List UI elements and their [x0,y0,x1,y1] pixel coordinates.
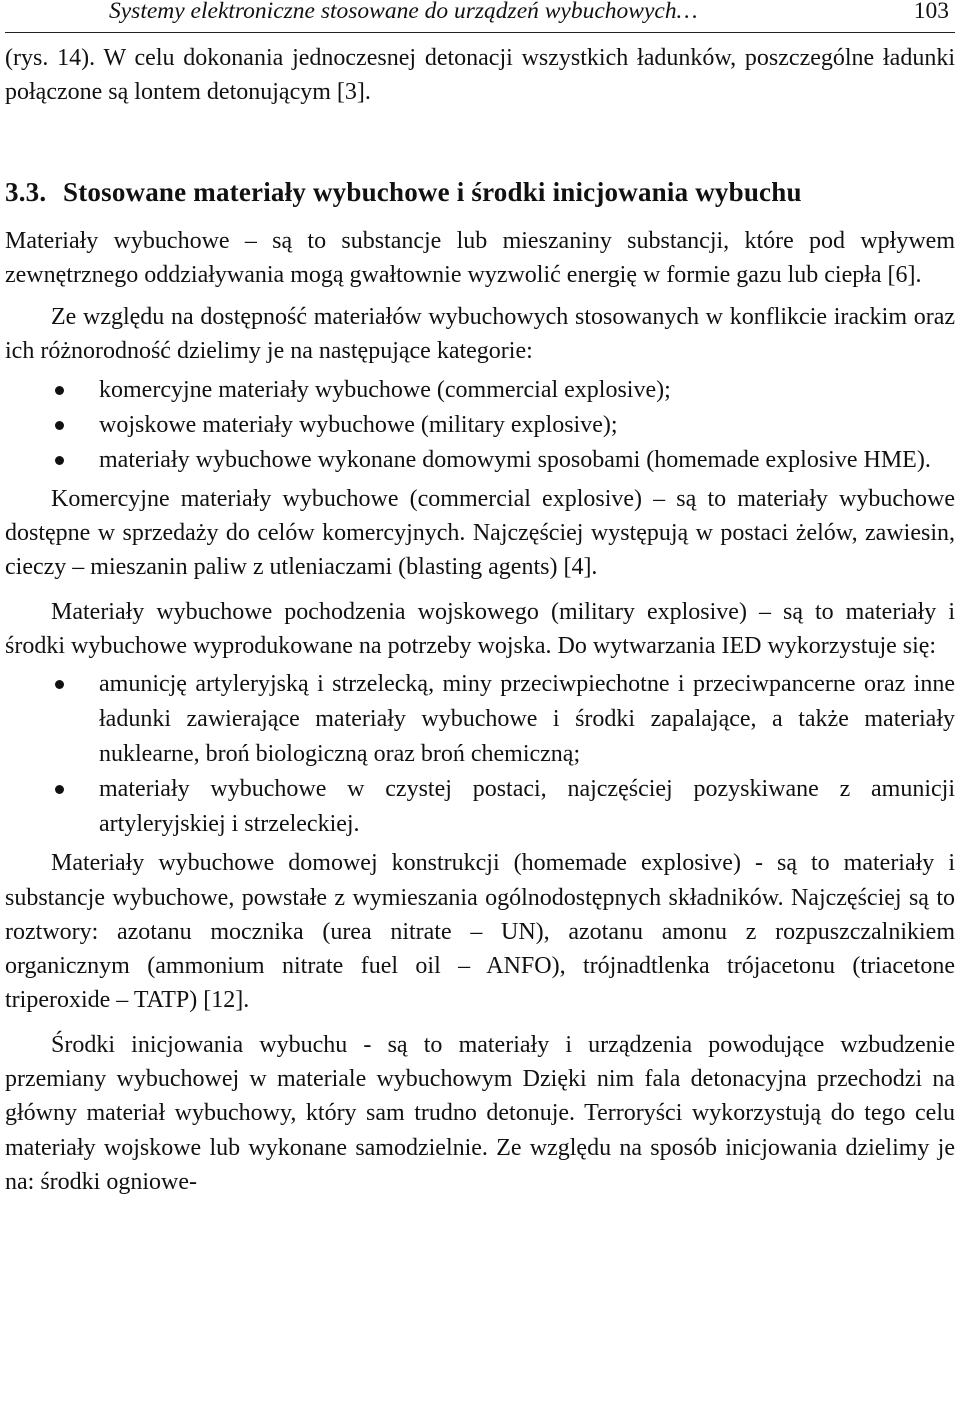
bullet-icon [55,785,64,794]
bullet-icon [55,680,64,689]
paragraph-definition: Materiały wybuchowe – są to substancje lub mieszaniny substancji, które pod wpływem zewnętrznego oddziaływania mogą gwałtownie wyzwolić energię w formie gazu lub ciepła [6]. [5,227,955,288]
list-item [5,667,955,772]
list-item-text: amunicję artyleryjską i strzelecką, miny przeciwpiechotne i przeciwpancerne oraz inne ładunki zawierające materiały wybuchowe i środki zapalające, a także materiały nuklearne, broń biologiczną oraz broń chemiczną; [99,671,955,768]
list-item [5,408,955,443]
paragraph-categories-intro: Ze względu na dostępność materiałów wybuchowych stosowanych w konflikcie irackim oraz ich różnorodność dzielimy je na następujące kategorie: [5,304,955,365]
paragraph-military: Materiały wybuchowe pochodzenia wojskowego (military explosive) – są to materiały i środki wybuchowe wyprodukowane na potrzeby wojska. Do wytwarzania IED wykorzystuje się: [5,598,955,659]
paragraph-initiators: Środki inicjowania wybuchu - są to materiały i urządzenia powodujące wzbudzenie przemiany wybuchowej w materiale wybuchowym Dzięki nim fala detonacyjna przechodzi na główny materiał wybuchowy, który sam trudno detonuje. Terroryści wykorzystują do tego celu materiały wojskowe lub wykonane samodzielnie. Ze względu na sposób inicjowania dzielimy je na: środki ogniowe- [5,1031,955,1195]
document-page [5,0,955,1199]
list-item-text: materiały wybuchowe w czystej postaci, najczęściej pozyskiwane z amunicji artyleryjskiej i strzeleckiej. [99,776,955,838]
list-item-text: wojskowe materiały wybuchowe (military explosive); [99,411,618,438]
bullet-icon [55,421,64,430]
list-item-text: komercyjne materiały wybuchowe (commercial explosive); [99,376,671,403]
list-item [5,443,955,478]
list-item-text: materiały wybuchowe wykonane domowymi sposobami (homemade explosive HME). [99,446,931,473]
category-list [5,373,955,478]
list-item [5,772,955,842]
page-number: 103 [913,0,949,24]
section-number: 3.3. [5,176,47,207]
section-heading [5,172,955,212]
section-title: Stosowane materiały wybuchowe i środki inicjowania wybuchu [63,176,802,207]
list-item [5,373,955,408]
running-header [5,0,955,33]
paragraph-homemade: Materiały wybuchowe domowej konstrukcji (homemade explosive) - są to materiały i substancje wybuchowe, powstałe z wymieszania ogólnodostępnych składników. Najczęściej są to roztwory: azotanu mocznika (urea nitrate – UN), azotanu amonu z rozpuszczalnikiem organicznym (ammonium nitrate fuel oil – ANFO), trójnadtlenka trójacetonu (triacetone triperoxide – TATP) [12]. [5,850,955,1014]
military-list [5,667,955,842]
running-header-title: Systemy elektroniczne stosowane do urządzeń wybuchowych… [109,0,698,24]
bullet-icon [55,456,64,465]
intro-paragraph: (rys. 14). W celu dokonania jednoczesnej detonacji wszystkich ładunków, poszczególne ładunki połączone są lontem detonującym [3]. [5,45,955,106]
bullet-icon [55,386,64,395]
paragraph-commercial: Komercyjne materiały wybuchowe (commercial explosive) – są to materiały wybuchowe dostępne w sprzedaży do celów komercyjnych. Najczęściej występują w postaci żelów, zawiesin, cieczy – mieszanin paliw z utleniaczami (blasting agents) [4]. [5,485,955,581]
